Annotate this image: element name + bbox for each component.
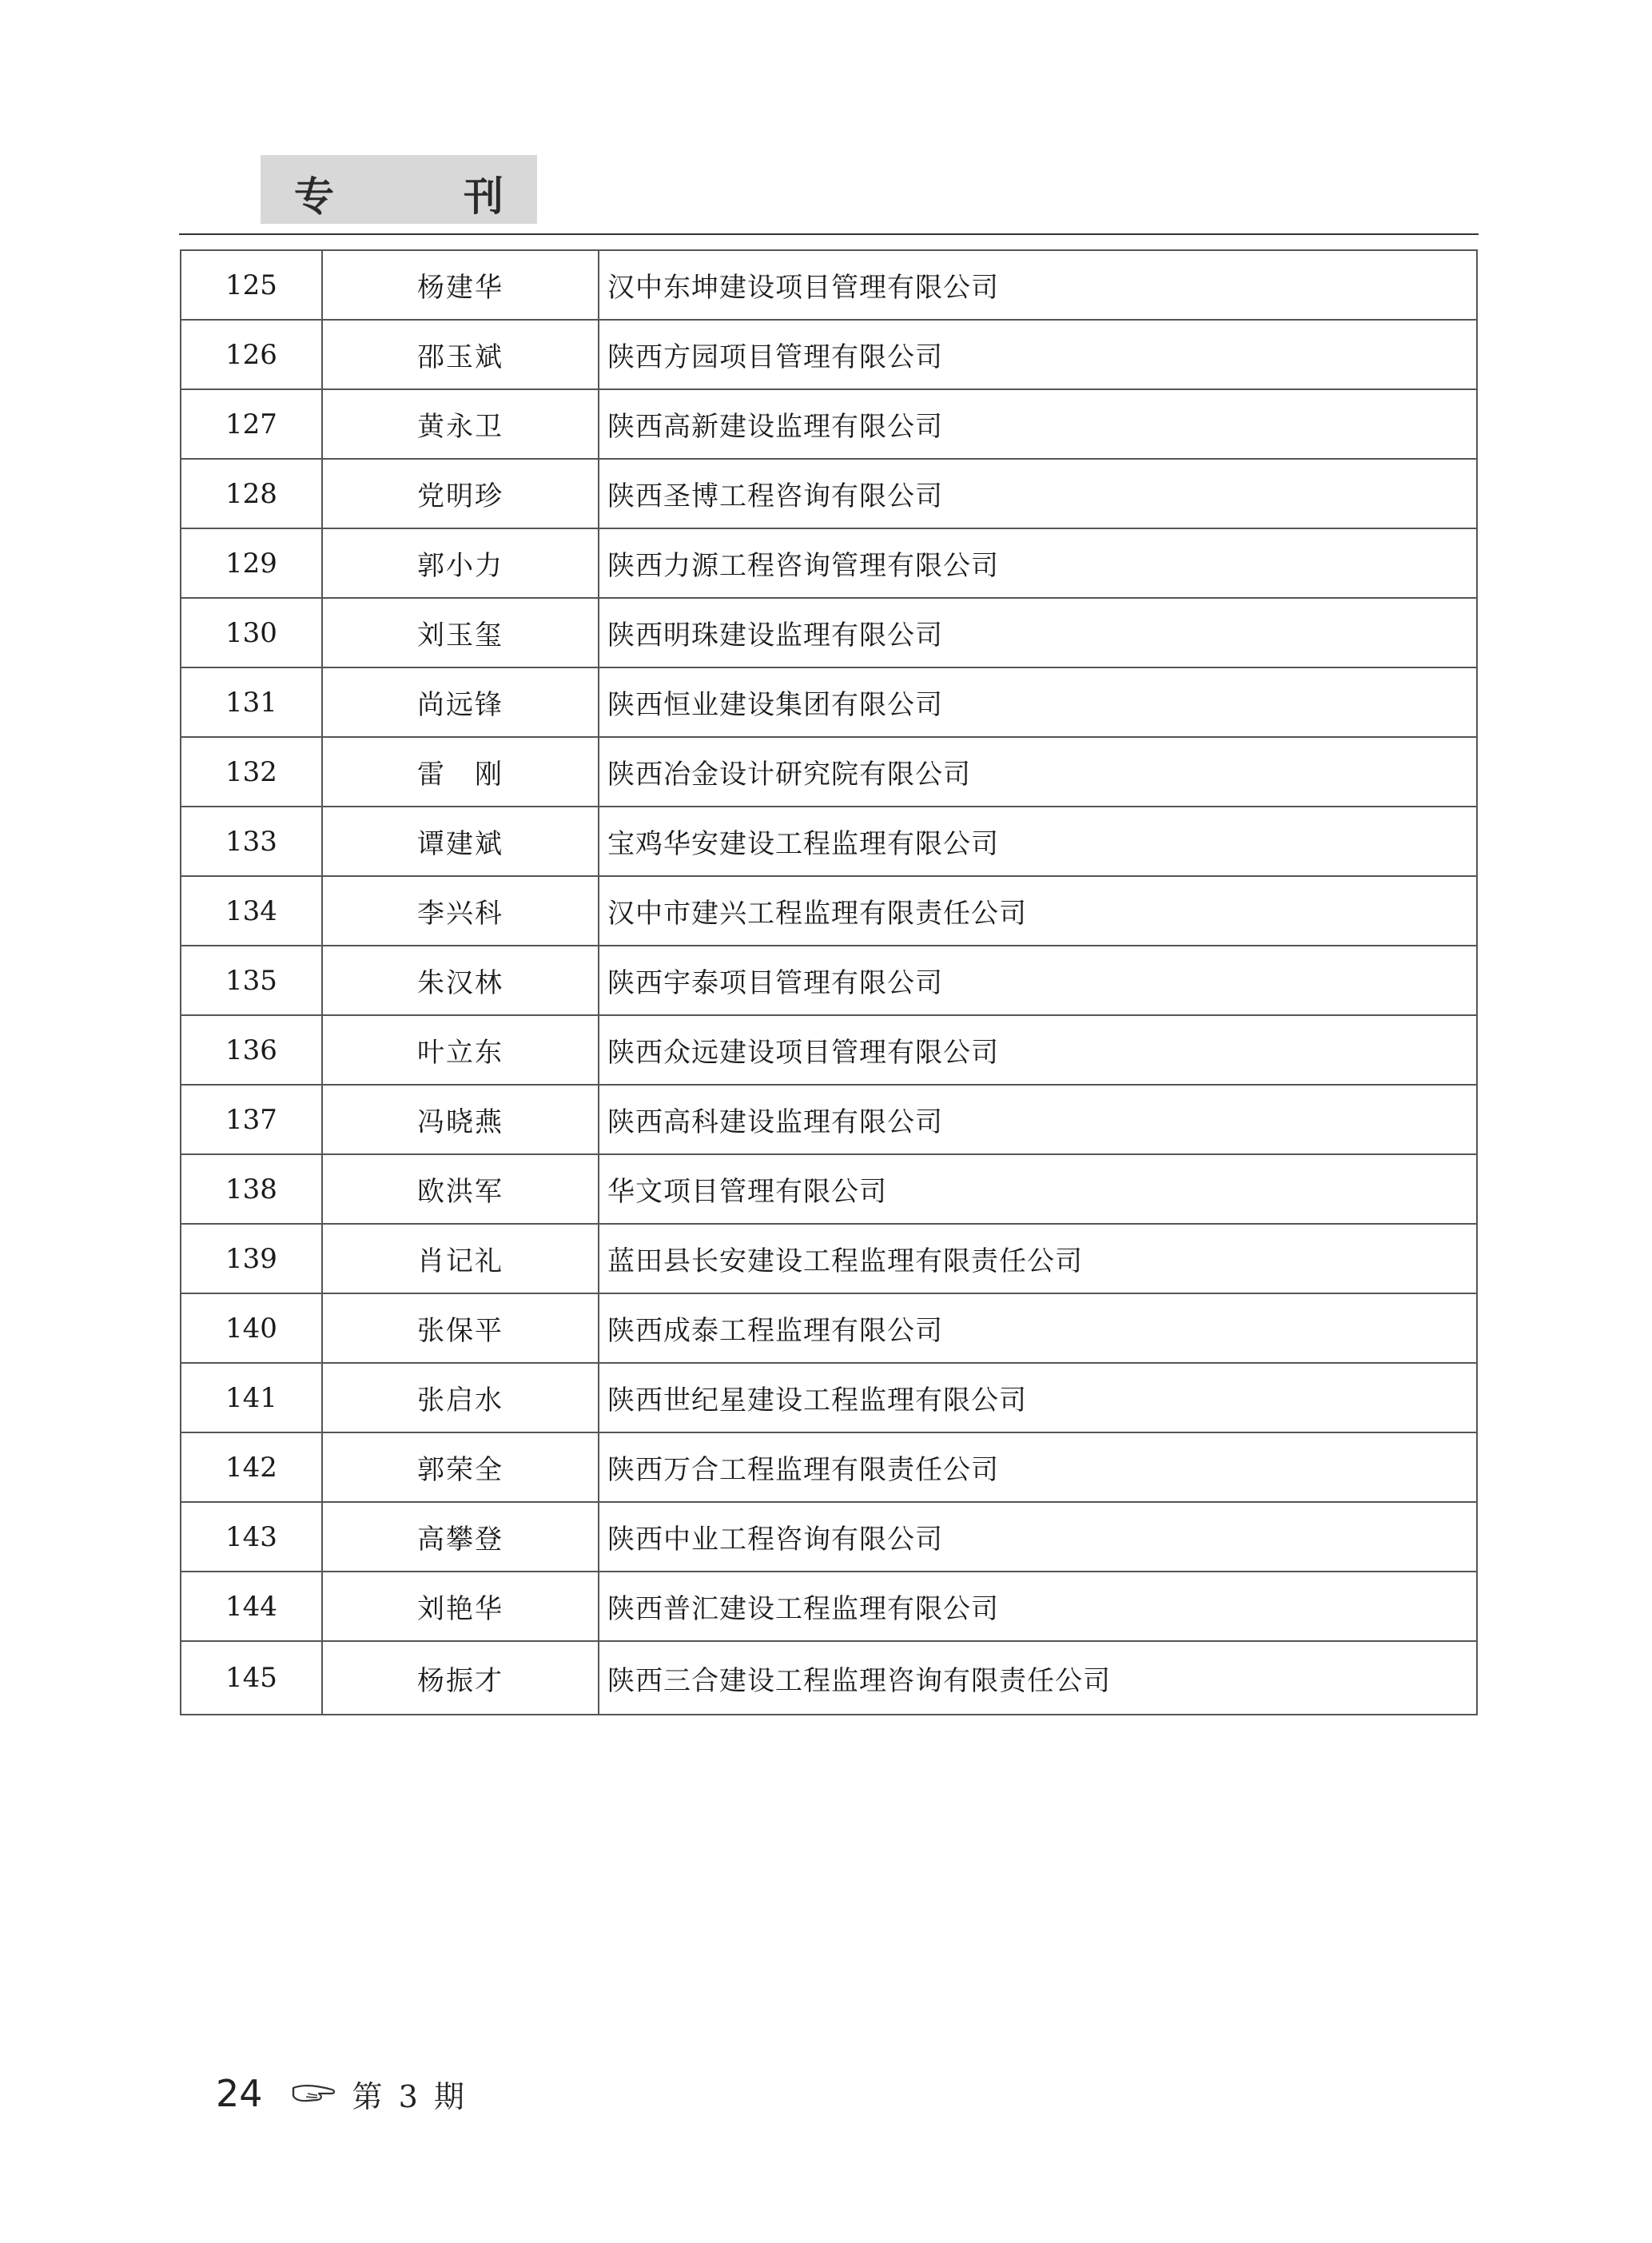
roster-table xyxy=(180,249,1478,1715)
row-number: 144 xyxy=(181,1572,322,1641)
company-name: 汉中东坤建设项目管理有限公司 xyxy=(599,250,1477,320)
person-name: 党明珍 xyxy=(322,459,599,528)
company-name: 陕西明珠建设监理有限公司 xyxy=(599,598,1477,667)
person-name: 刘玉玺 xyxy=(322,598,599,667)
person-name: 郭小力 xyxy=(322,528,599,598)
company-name: 陕西方园项目管理有限公司 xyxy=(599,320,1477,389)
company-name: 陕西普汇建设工程监理有限公司 xyxy=(599,1572,1477,1641)
person-name: 张启水 xyxy=(322,1363,599,1432)
person-name: 刘艳华 xyxy=(322,1572,599,1641)
row-number: 138 xyxy=(181,1154,322,1224)
pointing-hand-icon xyxy=(290,2082,338,2106)
row-number: 134 xyxy=(181,876,322,946)
person-name: 杨建华 xyxy=(322,250,599,320)
company-name: 陕西三合建设工程监理咨询有限责任公司 xyxy=(599,1641,1477,1715)
table-row xyxy=(181,876,1477,946)
person-name: 朱汉林 xyxy=(322,946,599,1015)
row-number: 133 xyxy=(181,807,322,876)
table-row xyxy=(181,389,1477,459)
person-name: 高攀登 xyxy=(322,1502,599,1572)
roster-body xyxy=(181,250,1477,1715)
section-title-char-2: 刊 xyxy=(464,173,504,220)
company-name: 华文项目管理有限公司 xyxy=(599,1154,1477,1224)
company-name: 陕西众远建设项目管理有限公司 xyxy=(599,1015,1477,1085)
company-name: 汉中市建兴工程监理有限责任公司 xyxy=(599,876,1477,946)
table-row xyxy=(181,1293,1477,1363)
person-name: 肖记礼 xyxy=(322,1224,599,1293)
row-number: 126 xyxy=(181,320,322,389)
table-row xyxy=(181,1572,1477,1641)
company-name: 陕西恒业建设集团有限公司 xyxy=(599,667,1477,737)
table-row xyxy=(181,667,1477,737)
row-number: 140 xyxy=(181,1293,322,1363)
page-footer xyxy=(216,2066,468,2121)
row-number: 131 xyxy=(181,667,322,737)
person-name: 郭荣全 xyxy=(322,1432,599,1502)
person-name: 谭建斌 xyxy=(322,807,599,876)
company-name: 陕西世纪星建设工程监理有限公司 xyxy=(599,1363,1477,1432)
row-number: 145 xyxy=(181,1641,322,1715)
table-row xyxy=(181,1154,1477,1224)
section-tab xyxy=(261,155,537,224)
table-row xyxy=(181,807,1477,876)
row-number: 127 xyxy=(181,389,322,459)
table-row xyxy=(181,598,1477,667)
table-row xyxy=(181,528,1477,598)
person-name: 黄永卫 xyxy=(322,389,599,459)
header-rule xyxy=(179,233,1479,235)
row-number: 142 xyxy=(181,1432,322,1502)
person-name: 雷 刚 xyxy=(322,737,599,807)
person-name: 邵玉斌 xyxy=(322,320,599,389)
company-name: 陕西圣博工程咨询有限公司 xyxy=(599,459,1477,528)
row-number: 125 xyxy=(181,250,322,320)
company-name: 蓝田县长安建设工程监理有限责任公司 xyxy=(599,1224,1477,1293)
row-number: 129 xyxy=(181,528,322,598)
table-row xyxy=(181,1085,1477,1154)
table-row xyxy=(181,1502,1477,1572)
company-name: 陕西宇泰项目管理有限公司 xyxy=(599,946,1477,1015)
company-name: 宝鸡华安建设工程监理有限公司 xyxy=(599,807,1477,876)
table-row xyxy=(181,1432,1477,1502)
row-number: 135 xyxy=(181,946,322,1015)
company-name: 陕西万合工程监理有限责任公司 xyxy=(599,1432,1477,1502)
table-row xyxy=(181,1363,1477,1432)
row-number: 128 xyxy=(181,459,322,528)
table-row xyxy=(181,946,1477,1015)
section-title-char-1: 专 xyxy=(294,173,334,220)
company-name: 陕西高新建设监理有限公司 xyxy=(599,389,1477,459)
row-number: 143 xyxy=(181,1502,322,1572)
row-number: 139 xyxy=(181,1224,322,1293)
row-number: 141 xyxy=(181,1363,322,1432)
row-number: 132 xyxy=(181,737,322,807)
row-number: 130 xyxy=(181,598,322,667)
person-name: 杨振才 xyxy=(322,1641,599,1715)
company-name: 陕西力源工程咨询管理有限公司 xyxy=(599,528,1477,598)
company-name: 陕西成泰工程监理有限公司 xyxy=(599,1293,1477,1363)
issue-label: 第 3 期 xyxy=(352,2078,468,2114)
company-name: 陕西中业工程咨询有限公司 xyxy=(599,1502,1477,1572)
table-row xyxy=(181,320,1477,389)
page-number: 24 xyxy=(216,2072,263,2115)
table-row xyxy=(181,737,1477,807)
table-row xyxy=(181,459,1477,528)
person-name: 欧洪军 xyxy=(322,1154,599,1224)
person-name: 尚远锋 xyxy=(322,667,599,737)
row-number: 136 xyxy=(181,1015,322,1085)
company-name: 陕西冶金设计研究院有限公司 xyxy=(599,737,1477,807)
table-row xyxy=(181,1641,1477,1715)
table-row xyxy=(181,250,1477,320)
person-name: 张保平 xyxy=(322,1293,599,1363)
person-name: 叶立东 xyxy=(322,1015,599,1085)
company-name: 陕西高科建设监理有限公司 xyxy=(599,1085,1477,1154)
row-number: 137 xyxy=(181,1085,322,1154)
person-name: 冯晓燕 xyxy=(322,1085,599,1154)
person-name: 李兴科 xyxy=(322,876,599,946)
table-row xyxy=(181,1015,1477,1085)
table-row xyxy=(181,1224,1477,1293)
